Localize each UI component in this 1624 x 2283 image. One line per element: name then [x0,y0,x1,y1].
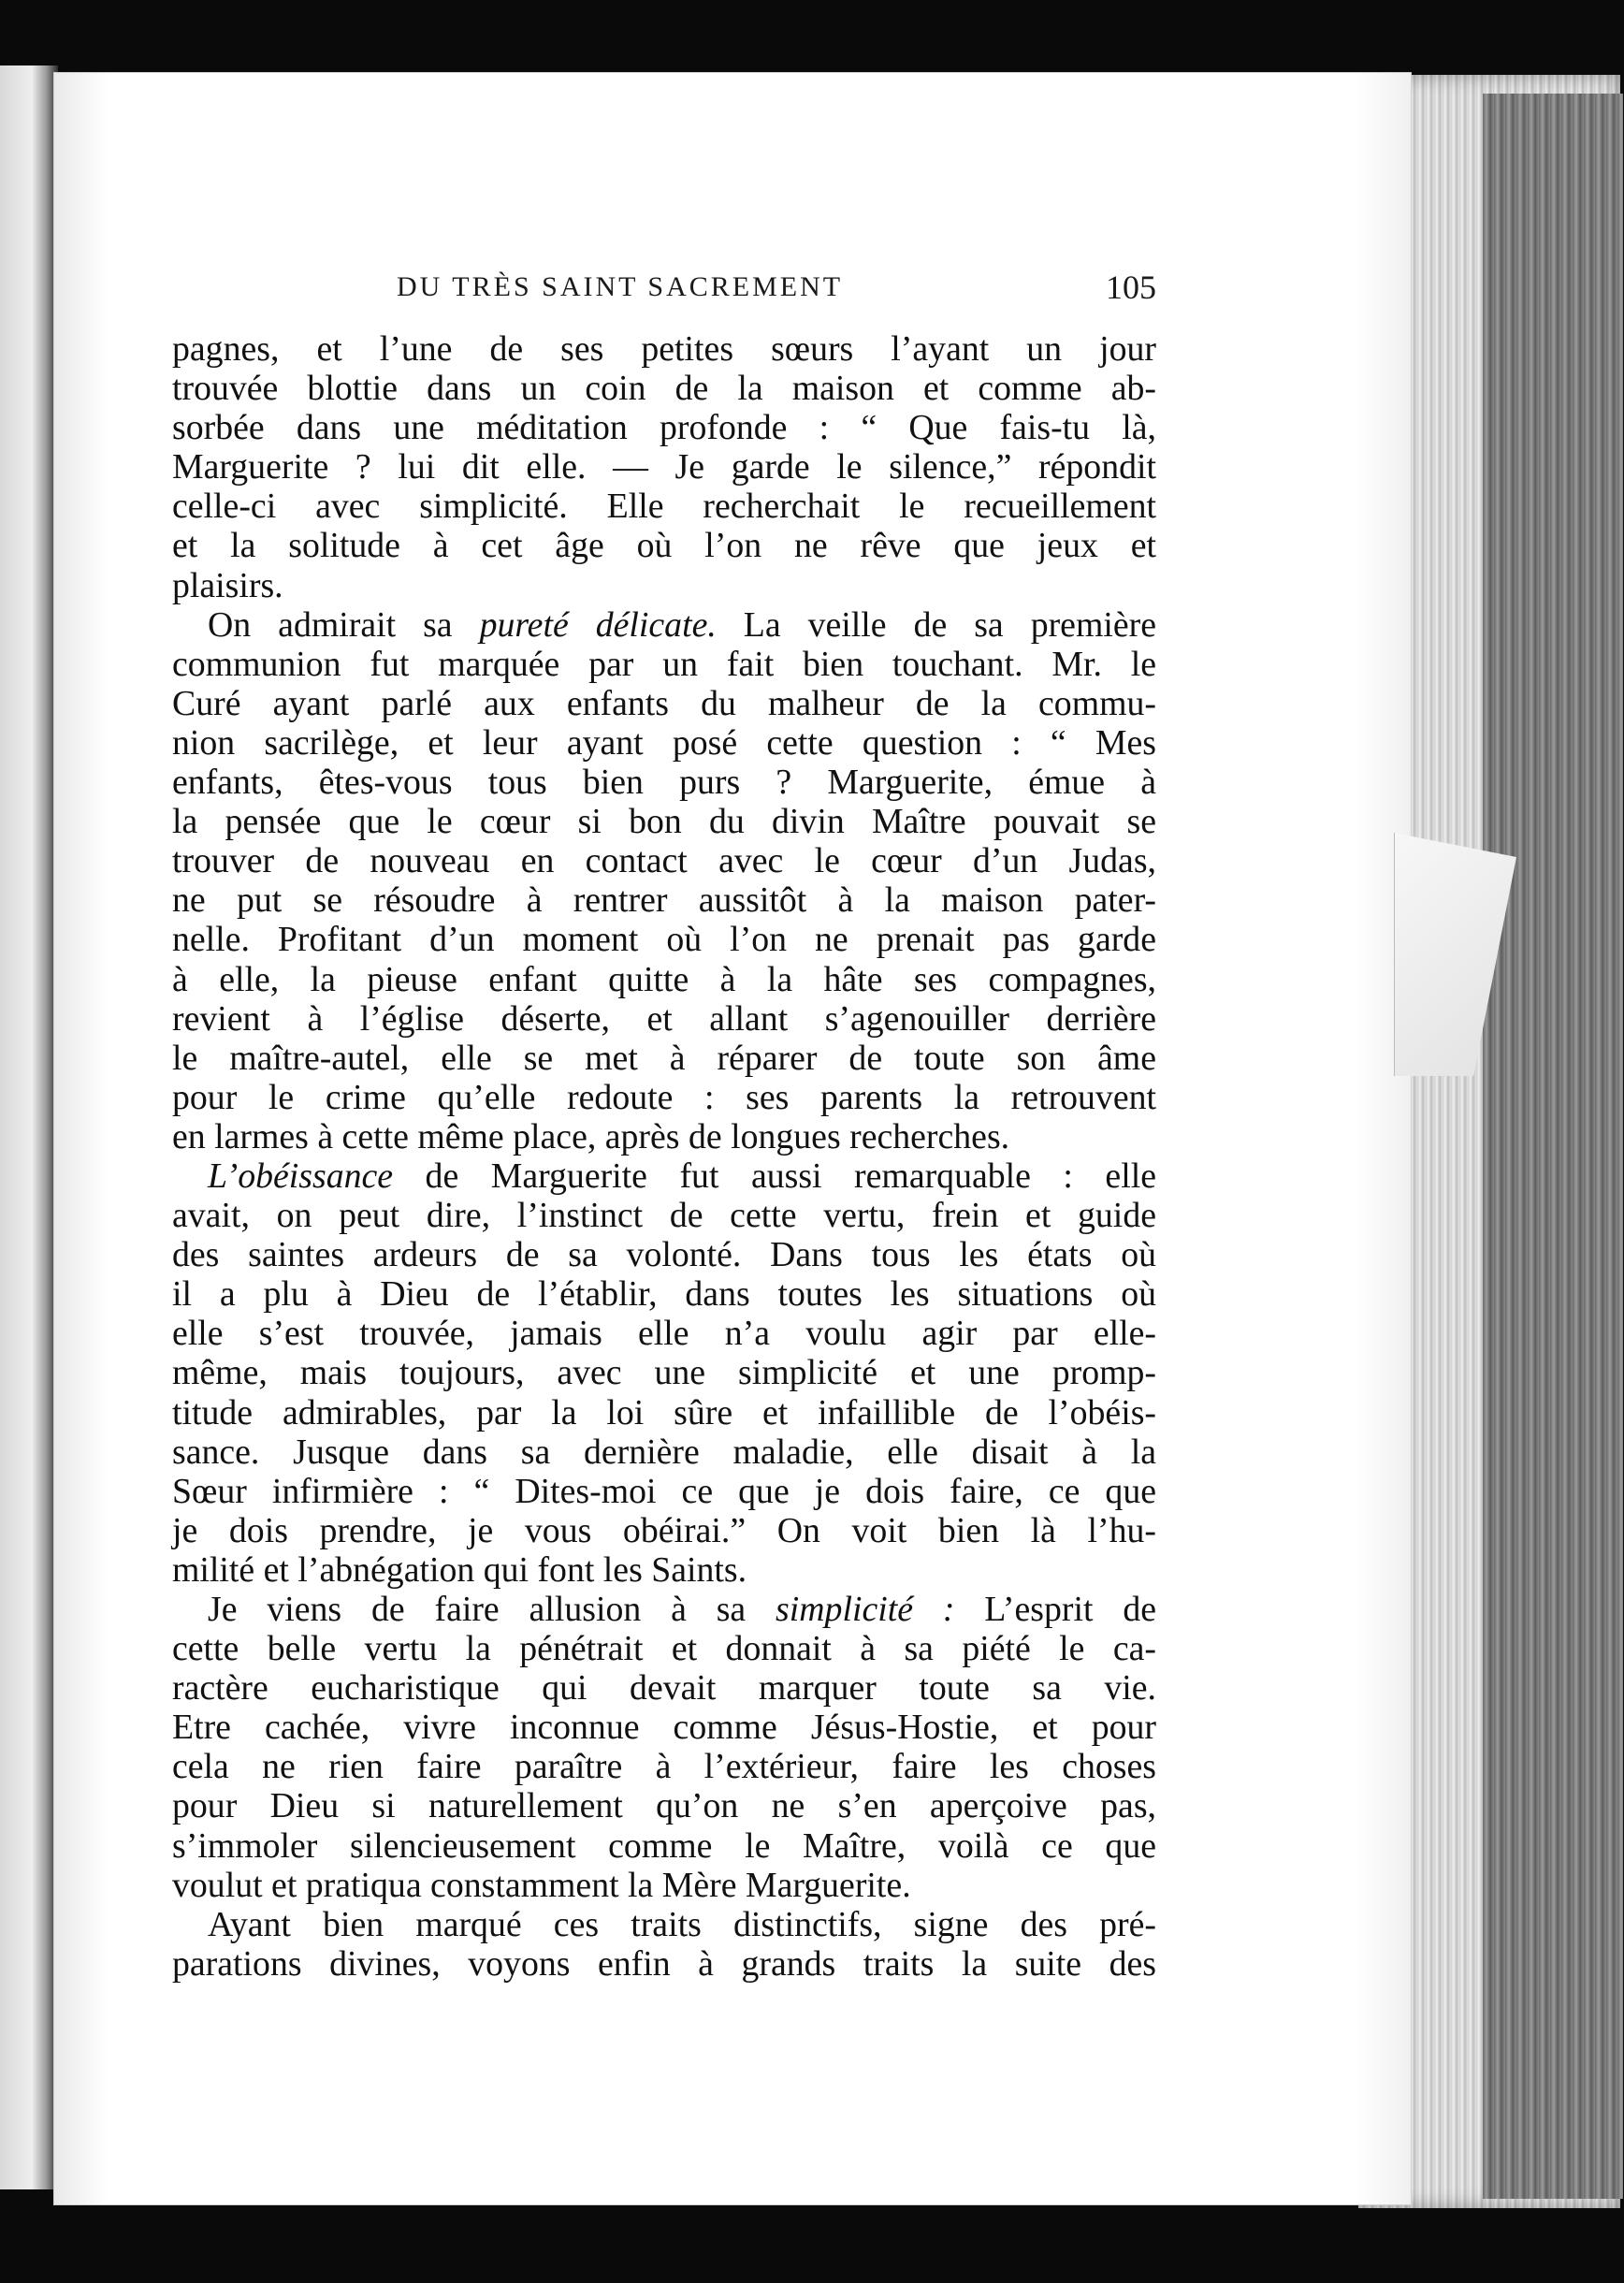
text-line: sance. Jusque dans sa dernière maladie, elle disait à la [172,1432,1156,1472]
paragraph [172,1156,1156,1590]
text-line: revient à l’église déserte, et allant s’agenouiller derrière [172,998,1156,1039]
text-line: parations divines, voyons enfin à grands traits la suite des [172,1943,1156,1984]
text-line: milité et l’abnégation qui font les Saints. [172,1549,747,1590]
text-line: voulut et pratiqua constamment la Mère Marguerite. [172,1865,911,1905]
facing-page-edge [0,65,58,2189]
text-line: le maître-autel, elle se met à réparer de toute son âme [172,1038,1156,1078]
text-line: ne put se résoudre à rentrer aussitôt à la maison pater- [172,880,1156,921]
text-line: nion sacrilège, et leur ayant posé cette question : “ Mes [172,722,1156,763]
text-line: en larmes à cette même place, après de longues recherches. [172,1116,1010,1156]
text-line: et la solitude à cet âge où l’on ne rêve que jeux et [172,526,1156,566]
text-line: Ayant bien marqué ces traits distinctifs, signe des pré- [208,1904,1156,1944]
text-line: pour Dieu si naturellement qu’on ne s’en aperçoive pas, [172,1786,1156,1826]
text-line [172,605,1156,645]
paragraph [172,605,1156,1156]
text-line: s’immoler silencieusement comme le Maître, voilà ce que [172,1825,1156,1866]
text-line: ractère eucharistique qui devait marquer toute sa vie. [172,1668,1156,1709]
text-line: il a plu à Dieu de l’établir, dans toutes les situations où [172,1274,1156,1315]
text-line: la pensée que le cœur si bon du divin Maître pouvait se [172,802,1156,842]
book-block-edge [1483,94,1623,2199]
text-line: des saintes ardeurs de sa volonté. Dans tous les états où [172,1235,1156,1275]
text-line: enfants, êtes-vous tous bien purs ? Marguerite, émue à [172,763,1156,803]
running-title: DU TRÈS SAINT SACREMENT [397,271,844,302]
text-line: sorbée dans une méditation profonde : “ Que fais-tu là, [172,408,1156,448]
text-line: Curé ayant parlé aux enfants du malheur de la commu- [172,683,1156,723]
text-line: Etre cachée, vivre inconnue comme Jésus-Hostie, et pour [172,1708,1156,1748]
text-run: On admirait sa [208,604,480,645]
text-line: communion fut marquée par un fait bien touchant. Mr. le [172,644,1156,684]
italic-term: L’obéissance [208,1156,394,1196]
text-line: à elle, la pieuse enfant quitte à la hâte ses compagnes, [172,959,1156,999]
text-line: pour le crime qu’elle redoute : ses parents la retrouvent [172,1077,1156,1117]
text-line: même, mais toujours, avec une simplicité et une promp- [172,1353,1156,1393]
text-line [172,1590,1156,1629]
text-line: trouvée blottie dans un coin de la maison et comme ab- [172,369,1156,409]
text-line: titude admirables, par la loi sûre et infaillible de l’obéis- [172,1392,1156,1432]
text-line [172,1156,1156,1196]
text-line: nelle. Profitant d’un moment où l’on ne prenait pas garde [172,920,1156,960]
text-run: Je viens de faire allusion à sa [208,1590,776,1629]
text-line: Sœur infirmière : “ Dites-moi ce que je dois faire, ce que [172,1471,1156,1511]
text-line: trouver de nouveau en contact avec le cœur d’un Judas, [172,841,1156,881]
italic-term: simplicité : [776,1590,955,1629]
text-line: plaisirs. [172,565,283,605]
text-line: Marguerite ? lui dit elle. — Je garde le silence,” répondit [172,447,1156,487]
text-line: avait, on peut dire, l’instinct de cette vertu, frein et guide [172,1196,1156,1236]
text-run: La veille de sa première [716,604,1156,645]
text-line: cela ne rien faire paraître à l’extérieur, faire les choses [172,1747,1156,1787]
italic-term: pureté délicate. [479,604,717,645]
text-line: pagnes, et l’une de ses petites sœurs l’ayant un jour [172,329,1156,369]
paragraph [172,1590,1156,1905]
page-header [172,271,1156,318]
text-run: de Marguerite fut aussi remarquable : elle [393,1156,1156,1196]
text-line: cette belle vertu la pénétrait et donnait à sa piété le ca- [172,1629,1156,1669]
paragraph [172,329,1156,605]
text-line: je dois prendre, je vous obéirai.” On voit bien là l’hu- [172,1510,1156,1550]
page-number: 105 [1106,269,1156,306]
text-line: celle-ci avec simplicité. Elle recherchait le recueillement [172,487,1156,527]
body-text [172,329,1156,1984]
paragraph [172,1905,1156,1984]
text-run: L’esprit de [954,1590,1156,1629]
text-line: elle s’est trouvée, jamais elle n’a voulu agir par elle- [172,1314,1156,1354]
